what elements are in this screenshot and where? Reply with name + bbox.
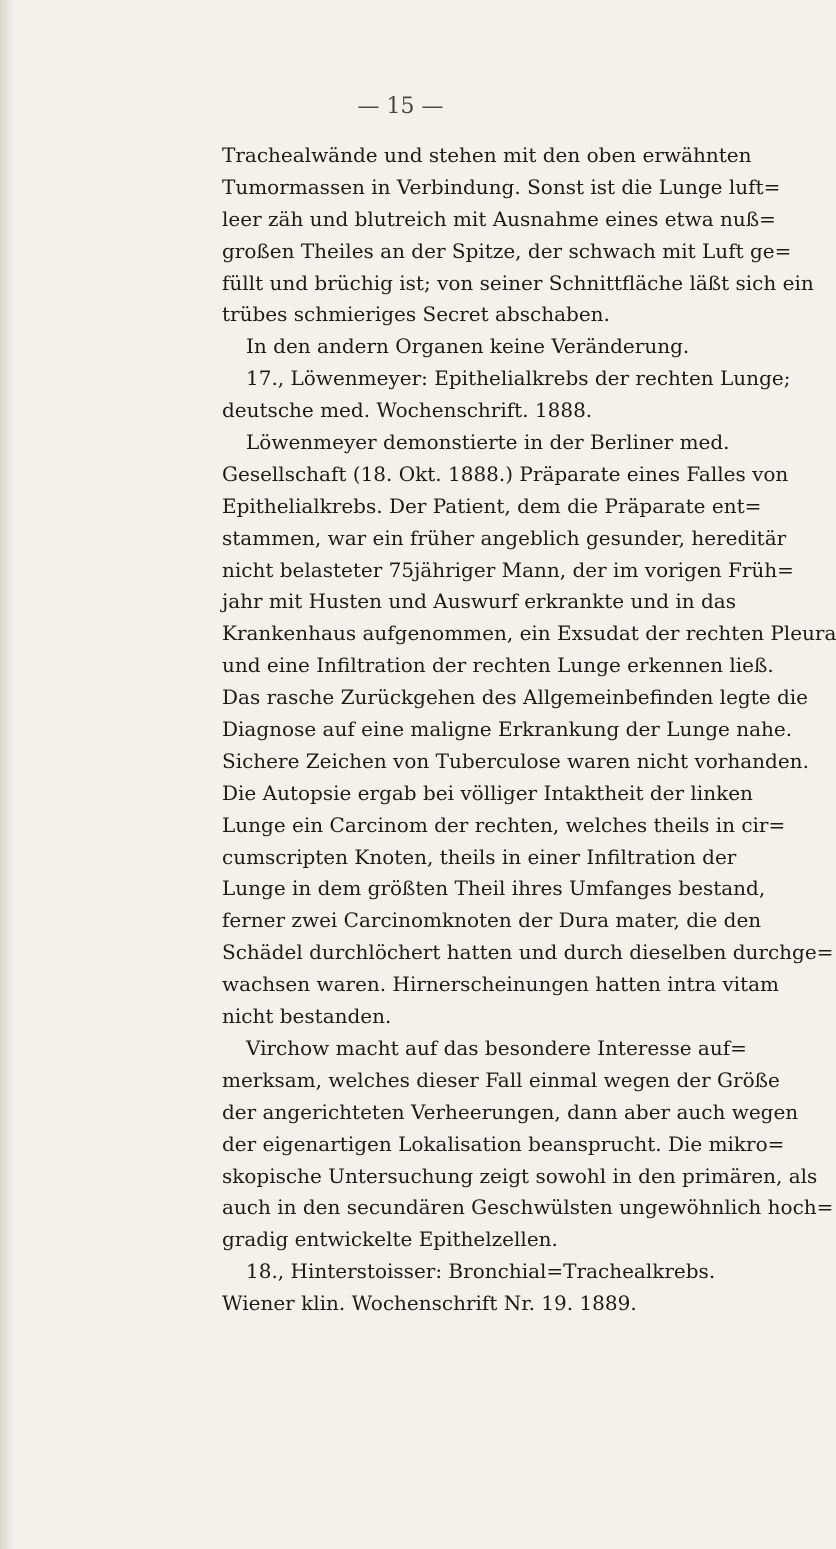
text-line: der eigenartigen Lokalisation beansprucht. Die mikro= — [222, 1131, 785, 1156]
text-line: Die Autopsie ergab bei völliger Intaktheit der linken — [222, 780, 753, 805]
text-line: großen Theiles an der Spitze, der schwach mit Luft ge= — [222, 238, 792, 263]
text-line: stammen, war ein früher angeblich gesunder, hereditär — [222, 525, 787, 550]
body-text — [222, 140, 836, 1320]
text-line: gradig entwickelte Epithelzellen. — [222, 1227, 558, 1252]
text-line: Epithelialkrebs. Der Patient, dem die Präparate ent= — [222, 493, 762, 518]
text-line: nicht belasteter 75jähriger Mann, der im vorigen Früh= — [222, 557, 794, 582]
text-line: Krankenhaus aufgenommen, ein Exsudat der rechten Pleura — [222, 621, 836, 646]
text-line: cumscripten Knoten, theils in einer Infiltration der — [222, 844, 737, 869]
text-line: ferner zwei Carcinomknoten der Dura mater, die den — [222, 908, 762, 933]
text-line: und eine Infiltration der rechten Lunge erkennen ließ. — [222, 653, 774, 678]
text-line: Lunge ein Carcinom der rechten, welches theils in cir= — [222, 812, 786, 837]
case-heading-17: 17., Löwenmeyer: Epithelialkrebs der rechten Lunge; — [246, 366, 791, 391]
text-line: der angerichteten Verheerungen, dann aber auch wegen — [222, 1099, 799, 1124]
text-line: skopische Untersuchung zeigt sowohl in den primären, als — [222, 1163, 818, 1188]
text-line: In den andern Organen keine Veränderung. — [246, 334, 690, 359]
page-number: — 15 — — [357, 94, 444, 119]
text-line: Löwenmeyer demonstierte in der Berliner med. — [246, 430, 730, 455]
text-line: wachsen waren. Hirnerscheinungen hatten intra vitam — [222, 972, 780, 997]
text-line: Tumormassen in Verbindung. Sonst ist die Lunge luft= — [222, 174, 781, 199]
text-line: Wiener klin. Wochenschrift Nr. 19. 1889. — [222, 1291, 637, 1316]
case-heading-18: 18., Hinterstoisser: Bronchial=Trachealkrebs. — [246, 1259, 716, 1284]
text-line: nicht bestanden. — [222, 1004, 392, 1029]
text-line: Schädel durchlöchert hatten und durch dieselben durchge= — [222, 940, 834, 965]
text-line: Sichere Zeichen von Tuberculose waren nicht vorhanden. — [222, 748, 809, 773]
text-line: deutsche med. Wochenschrift. 1888. — [222, 398, 593, 423]
text-line: Trachealwände und stehen mit den oben erwähnten — [222, 143, 752, 167]
text-line: leer zäh und blutreich mit Ausnahme eines etwa nuß= — [222, 206, 776, 231]
text-line: Gesellschaft (18. Okt. 1888.) Präparate eines Falles von — [222, 461, 789, 486]
text-line: jahr mit Husten und Auswurf erkrankte und in das — [222, 589, 736, 614]
text-line: trübes schmieriges Secret abschaben. — [222, 302, 610, 327]
text-line: merksam, welches dieser Fall einmal wegen der Größe — [222, 1067, 780, 1092]
text-line: auch in den secundären Geschwülsten ungewöhnlich hoch= — [222, 1195, 834, 1220]
text-line: Lunge in dem größten Theil ihres Umfanges bestand, — [222, 876, 766, 901]
text-line: Das rasche Zurückgehen des Allgemeinbefinden legte die — [222, 685, 808, 710]
text-line: füllt und brüchig ist; von seiner Schnittfläche läßt sich ein — [222, 270, 814, 295]
text-line: Virchow macht auf das besondere Interesse auf= — [246, 1035, 747, 1060]
page-edge-shadow — [0, 0, 14, 1549]
text-line: Diagnose auf eine maligne Erkrankung der Lunge nahe. — [222, 717, 793, 742]
